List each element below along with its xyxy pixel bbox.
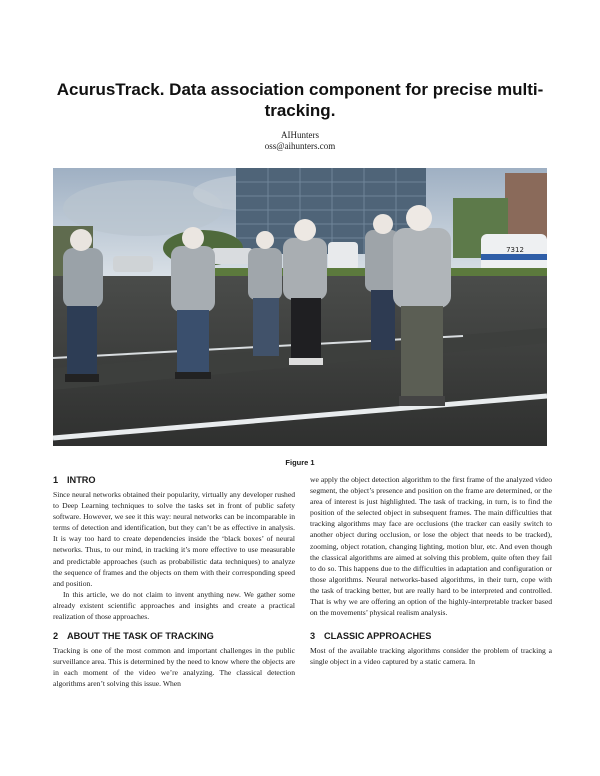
right-column <box>310 474 552 667</box>
person-3 <box>248 231 282 356</box>
car-left <box>113 256 153 272</box>
left-column <box>53 474 295 690</box>
paragraph: Most of the available tracking algorithms consider the problem of tracking a single object in a video captured by a static camera. In <box>310 646 552 667</box>
person-6 <box>393 205 451 406</box>
section-title: ABOUT THE TASK OF TRACKING <box>67 631 214 642</box>
section-number: 2 <box>53 631 59 642</box>
person-2 <box>171 227 215 379</box>
section-heading-classic <box>310 630 552 642</box>
figure-photo <box>53 168 547 446</box>
car-plate: 7312 <box>506 246 524 254</box>
section-heading-tracking <box>53 630 295 642</box>
street-photo-illustration <box>53 168 547 446</box>
author-email: oss@aihunters.com <box>264 141 336 151</box>
section-number: 1 <box>53 475 59 485</box>
section-title: CLASSIC APPROACHES <box>324 631 432 642</box>
person-1 <box>63 229 103 382</box>
figure-caption: Figure 1 <box>285 458 315 467</box>
paragraph: Tracking is one of the most common and important challenges in the public surveillance area. This is determined by the need to know where the objects are in each moment of the video we’re analyzing. The classical detection algorithms aren’t solving this issue. When <box>53 646 295 689</box>
paragraph: Since neural networks obtained their popularity, virtually any developer rushed to Deep Learning techniques to solve the tasks set in front of public safety software. However, we see it this way: neural networks can be incomparable in terms of detection and identification, but they can’t be as effective in analysis. It is way too hard to create dependencies inside the ‘black boxes’ of neural networks. Thus, to our mind, in tracking it’s more effective to use measurable and predictable approaches (such as probabilistic data techniques) to analyze the sequence of frames and the objects on them with their corresponding speed and position. <box>53 490 295 588</box>
section-title: INTRO <box>67 475 96 485</box>
section-heading-intro <box>53 474 295 486</box>
car-middle <box>328 242 358 270</box>
paragraph: we apply the object detection algorithm to the first frame of the analyzed video segment, the object’s presence and position on the frame are determined, or the area of interest is just highlighted. The task of tracking, in turn, is to find the position of the selected object in subsequent frames. The main difficulties that tracking algorithms may face are occlusions (the tracker can easily switch to another object during occlusion, or lose the object that needs to be tracked), zooming, object rotation, changing lighting, motion blur, etc. And even though the classical algorithms are aimed at solving this problem, quite often they fail to do so. This happens due to the difficulties in adaptation and configuration or those algorithms. Neural networks-based algorithms, in their turn, cope with the task of tracking better, but are really hard to be interpreted and controlled. That is why we are offering an option of the highly-interpretable tracker based on the movements’ physical realism analysis. <box>310 475 552 618</box>
section-number: 3 <box>310 631 316 642</box>
paper-title: AcurusTrack. Data association component for precise multi-tracking. <box>56 80 544 120</box>
author-block <box>0 130 600 152</box>
paragraph: In this article, we do not claim to invent anything new. We gather some already existent scientific approaches and insights and create a practical realization of those approaches. <box>53 589 295 622</box>
author-org: AIHunters <box>281 130 319 140</box>
